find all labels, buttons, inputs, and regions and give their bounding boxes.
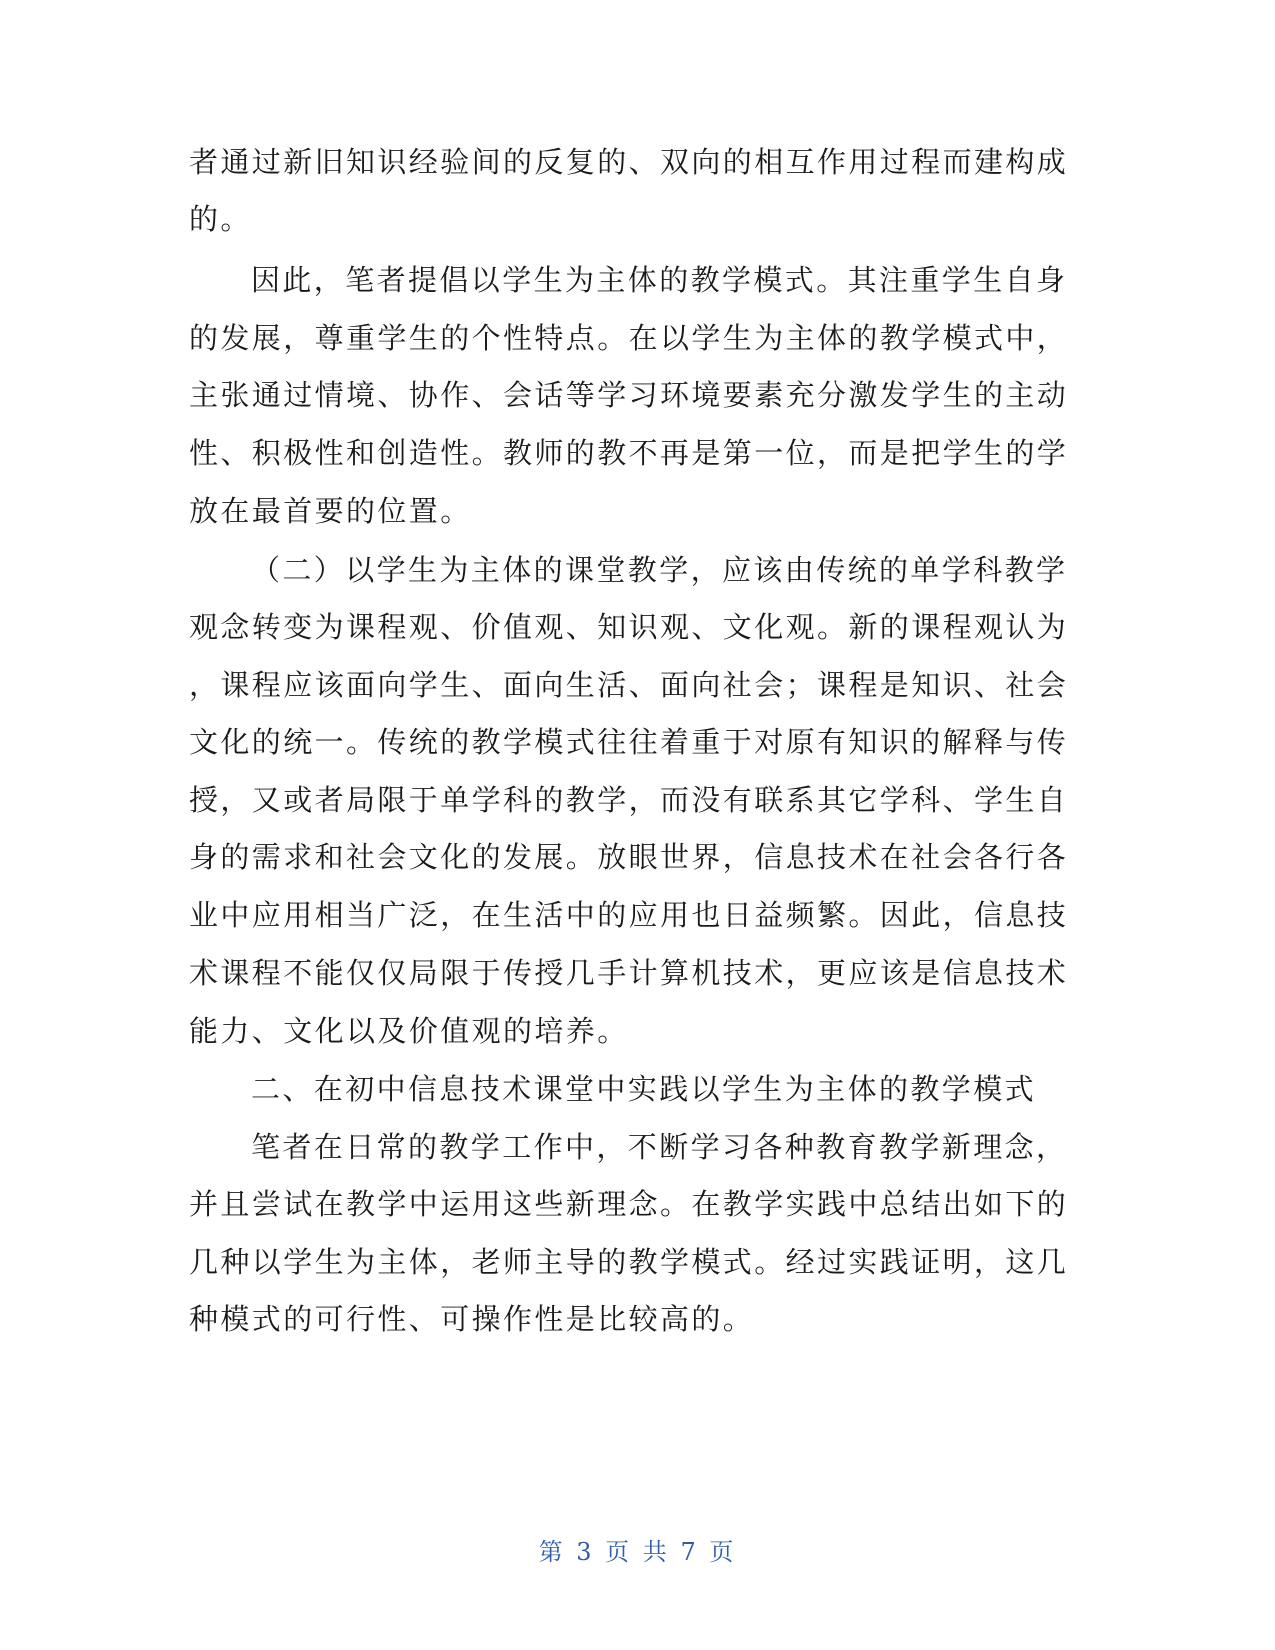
text-line: 并且尝试在教学中运用这些新理念。在教学实践中总结出如下的 (189, 1187, 1069, 1221)
paragraph-start-line: 笔者在日常的教学工作中，不断学习各种教育教学新理念， (251, 1130, 1068, 1164)
page-number-footer: 第 3 页 共 7 页 (538, 1538, 737, 1566)
text-line: 者通过新旧知识经验间的反复的、双向的相互作用过程而建构成 (189, 145, 1069, 179)
text-line: 能力、文化以及价值观的培养。 (189, 1014, 629, 1048)
text-line: 术课程不能仅仅局限于传授几手计算机技术，更应该是信息技术 (189, 956, 1069, 990)
text-line: 的发展，尊重学生的个性特点。在以学生为主体的教学模式中， (189, 321, 1069, 355)
text-line: 授，又或者局限于单学科的教学，而没有联系其它学科、学生自 (189, 783, 1069, 817)
text-line: 业中应用相当广泛，在生活中的应用也日益频繁。因此，信息技 (189, 898, 1069, 932)
text-line: 文化的统一。传统的教学模式往往着重于对原有知识的解释与传 (189, 725, 1069, 759)
text-line: 主张通过情境、协作、会话等学习环境要素充分激发学生的主动 (189, 378, 1069, 412)
paragraph-start-line: 因此，笔者提倡以学生为主体的教学模式。其注重学生自身 (251, 263, 1068, 297)
text-line: ，课程应该面向学生、面向生活、面向社会；课程是知识、社会 (189, 668, 1069, 702)
text-line: 几种以学生为主体，老师主导的教学模式。经过实践证明，这几 (189, 1245, 1069, 1279)
section-heading: 二、在初中信息技术课堂中实践以学生为主体的教学模式 (251, 1072, 1037, 1106)
text-line: 种模式的可行性、可操作性是比较高的。 (189, 1302, 755, 1336)
text-line: 的。 (189, 202, 252, 236)
paragraph-start-line: （二）以学生为主体的课堂教学，应该由传统的单学科教学 (251, 553, 1068, 587)
text-line: 身的需求和社会文化的发展。放眼世界，信息技术在社会各行各 (189, 840, 1069, 874)
text-line: 观念转变为课程观、价值观、知识观、文化观。新的课程观认为 (189, 610, 1069, 644)
text-line: 放在最首要的位置。 (189, 494, 472, 528)
text-line: 性、积极性和创造性。教师的教不再是第一位，而是把学生的学 (189, 436, 1069, 470)
